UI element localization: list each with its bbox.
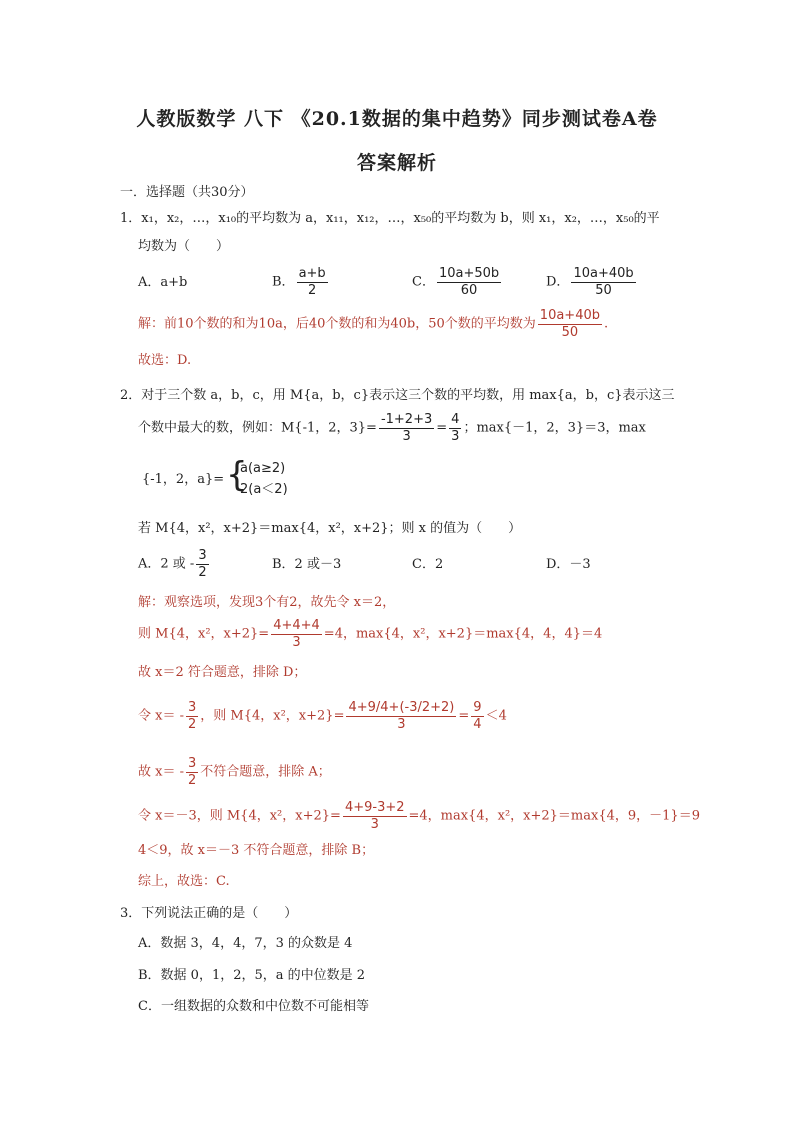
section-heading: 一．选择题（共30分） [120, 185, 254, 200]
q1-stem-line1: 1．x₁，x₂，…，x₁₀的平均数为 a，x₁₁，x₁₂，…，x₅₀的平均数为 b，则 x₁，x₂，…，x₅₀的平 [120, 211, 660, 226]
q2-option-d: D．－3 [546, 557, 591, 572]
q3-option-a: A．数据 3，4，4，7，3 的众数是 4 [138, 936, 353, 951]
q2-piece-case2: 2(a＜2) [240, 482, 288, 497]
q1-stem-line2: 均数为（ ） [138, 239, 230, 254]
q2-option-a: A．2 或 - $\frac{3}{2}$ [138, 548, 207, 580]
q1-option-c: C． $\frac{10a+50b}{60}$ [412, 266, 500, 298]
q2-solution-step1: 解：观察选项，发现3个有2，故先令 x＝2， [138, 595, 396, 610]
q1-answer: 故选：D. [138, 353, 192, 368]
q2-question: 若 M{4，x²，x+2}＝max{4，x²，x+2}；则 x 的值为（ ） [138, 521, 522, 536]
q1-option-a: A．a+b [138, 275, 188, 290]
q2-solution-conclusion: 综上，故选：C. [138, 874, 230, 889]
q2-piece-case1: a(a≥2) [240, 461, 286, 476]
q3-option-c: C．一组数据的众数和中位数不可能相等 [138, 999, 369, 1014]
q2-solution-step2: 则 M{4，x²，x+2}= $\frac{4+4+4}{3}$ =4，max{4，x²，x+2}＝max{4，4，4}＝4 [138, 618, 603, 650]
q3-stem: 3．下列说法正确的是（ ） [120, 906, 298, 921]
q2-piecewise-label: {-1，2，a}= [142, 472, 225, 487]
document-subtitle: 答案解析 [356, 152, 437, 174]
q2-stem-line2: 个数中最大的数，例如：M{-1，2，3}= $\frac{-1+2+3}{3}$ = $\frac{4}{3}$ ；max{－1，2，3}＝3，max [138, 412, 646, 444]
q1-solution: 解：前10个数的和为10a，后40个数的和为40b，50个数的平均数为 $\frac{10a+40b}{50}$ . [138, 308, 609, 340]
q2-solution-step3: 故 x＝2 符合题意，排除 D； [138, 665, 307, 680]
q3-option-b: B．数据 0，1，2，5，a 的中位数是 2 [138, 968, 366, 983]
q2-stem-line1: 2．对于三个数 a，b，c，用 M{a，b，c}表示这三个数的平均数，用 max{a，b，c}表示这三 [120, 388, 675, 403]
document-title: 人教版数学 八下 《20.1数据的集中趋势》同步测试卷A卷 [136, 108, 658, 130]
q2-solution-step5: 故 x＝ - $\frac{3}{2}$ 不符合题意，排除 A； [138, 756, 331, 788]
q2-solution-step4: 令 x＝ - $\frac{3}{2}$ ，则 M{4，x²，x+2}= $\frac{4+9/4+(-3/2+2)}{3}$ = $\frac{9}{4}$ ＜4 [138, 700, 507, 732]
q2-solution-step7: 4＜9，故 x＝－3 不符合题意，排除 B； [138, 843, 375, 858]
q2-option-b: B．2 或－3 [272, 557, 342, 572]
q1-option-b: B． $\frac{a+b}{2}$ [272, 266, 326, 298]
q2-option-c: C．2 [412, 557, 444, 572]
q2-solution-step6: 令 x＝－3，则 M{4，x²，x+2}= $\frac{4+9-3+2}{3}$ =4，max{4，x²，x+2}＝max{4，9，－1}＝9 [138, 800, 700, 832]
q1-option-d: D． $\frac{10a+40b}{50}$ [546, 266, 634, 298]
left-brace-icon: { [226, 455, 248, 495]
